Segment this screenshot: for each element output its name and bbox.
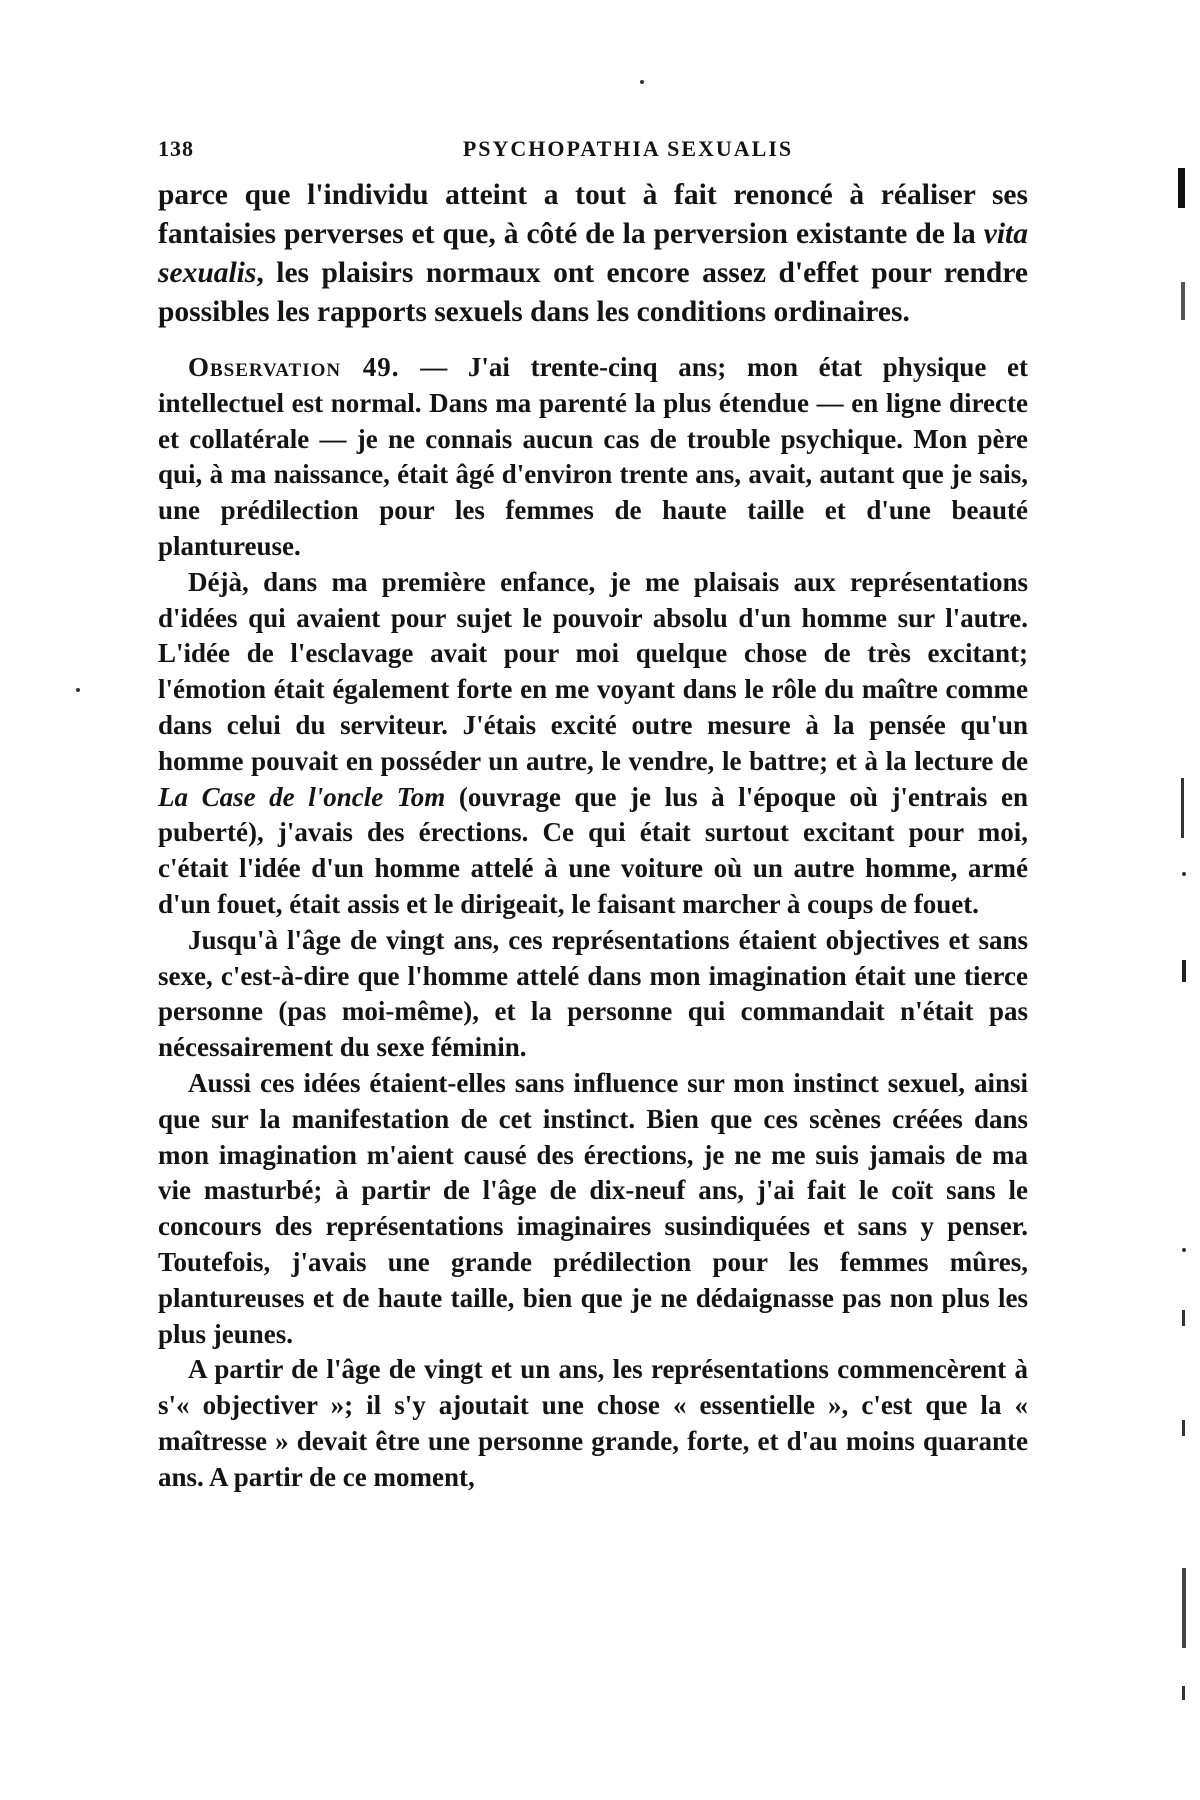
margin-artifact: [1182, 1310, 1185, 1326]
margin-artifact: [1182, 1686, 1185, 1700]
margin-artifact: [1178, 168, 1185, 208]
paragraph-2: Déjà, dans ma première enfance, je me plaisais aux représentations d'idées qui avaient pour sujet le pouvoir absolu d'un homme sur l'autre. L'idée de l'esclavage avait pour moi quelque chose de très excitant; l'émotion était également forte en me voyant dans le rôle du maître comme dans celui du serviteur. J'étais excité outre mesure à la pensée qu'un homme pouvait en posséder un autre, le vendre, le battre; et à la lecture de La Case de l'oncle Tom (ouvrage que je lus à l'époque où j'entrais en puberté), j'avais des érections. Ce qui était surtout excitant pour moi, c'était l'idée d'un homme attelé à une voiture où un autre homme, armé d'un fouet, était assis et le dirigeait, le faisant marcher à coups de fouet.: [158, 566, 1028, 919]
scan-speck: [640, 80, 644, 84]
book-title: La Case de l'oncle Tom: [158, 781, 446, 812]
paragraph-5: A partir de l'âge de vingt et un ans, les représentations commencèrent à s'« objectiver »; il s'y ajoutait une chose « essentielle », c'est que la « maîtresse » devait être une personne grande, forte, et d'au moins quarante ans. A partir de ce moment,: [158, 1354, 1028, 1492]
paragraph-4: Aussi ces idées étaient-elles sans influence sur mon instinct sexuel, ainsi que sur la manifestation de cet instinct. Bien que ces scènes créées dans mon imagination m'aient causé des érections, je ne me suis jamais de ma vie masturbé; à partir de l'âge de dix-neuf ans, j'ai fait le coït sans le concours des représentations imaginaires susindiquées et sans y penser. Toutefois, j'avais une grande prédilection pour les femmes mûres, plantureuses et de haute taille, bien que je ne dédaignasse pas non plus les plus jeunes.: [158, 1067, 1028, 1349]
intro-paragraph: parce que l'individu atteint a tout à fait renoncé à réaliser ses fantaisies perverses et que, à côté de la perversion existante de la vita sexualis, les plaisirs normaux ont encore assez d'effet pour rendre possibles les rapports sexuels dans les conditions ordinaires.: [158, 179, 1028, 328]
page-number: 138: [158, 136, 194, 161]
margin-artifact: [1182, 1568, 1186, 1648]
scan-speck: [1182, 1248, 1186, 1252]
paragraph-3: Jusqu'à l'âge de vingt ans, ces représentations étaient objectives et sans sexe, c'est-à-dire que l'homme attelé dans mon imagination était une tierce personne (pas moi-même), et la personne qui commandait n'était pas nécessairement du sexe féminin.: [158, 924, 1028, 1063]
running-title: PSYCHOPATHIA SEXUALIS: [462, 136, 794, 161]
margin-artifact: [1181, 282, 1185, 320]
page-body: [158, 176, 1028, 1496]
margin-artifact: [1182, 1420, 1185, 1436]
scan-speck: [1182, 872, 1186, 876]
margin-artifact: [1181, 778, 1184, 838]
margin-artifact: [1182, 960, 1186, 982]
page-header: [158, 130, 1028, 166]
observation-label: Observation 49.: [188, 352, 400, 382]
italic-term: vita sexualis: [158, 218, 1028, 289]
scan-speck: [76, 688, 80, 692]
observation-paragraph: Observation 49. — J'ai trente-cinq ans; mon état physique et intellectuel est normal. Dans ma parenté la plus étendue — en ligne directe et collatérale — je ne connais aucun cas de trouble psychique. Mon père qui, à ma naissance, était âgé d'environ trente ans, avait, autant que je sais, une prédilection pour les femmes de haute taille et d'une beauté plantureuse.: [158, 352, 1029, 561]
